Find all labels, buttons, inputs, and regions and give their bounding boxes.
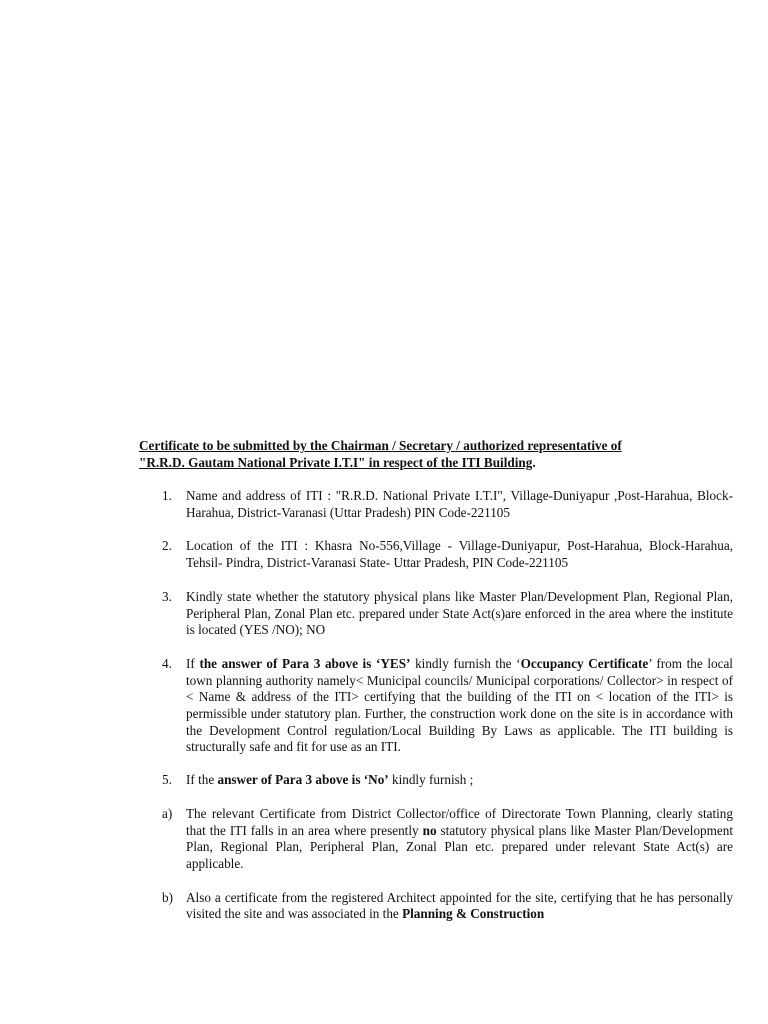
item-number: 1. [162, 488, 172, 503]
heading-line-1: Certificate to be submitted by the Chairman / Secretary / authorized representative of [139, 438, 622, 453]
certificate-heading [139, 437, 739, 471]
list-item-2 [139, 538, 733, 571]
list-item-5 [139, 772, 733, 789]
heading-line-2: "R.R.D. Gautam National Private I.T.I" in respect of the ITI Building [139, 455, 533, 470]
item-text-part: If [186, 655, 200, 671]
item-text-part: If the [186, 772, 218, 788]
item-bold-part: answer of Para 3 above is ‘No’ [217, 772, 389, 788]
item-letter: b) [162, 889, 173, 905]
item-text: Kindly state whether the statutory physical plans like Master Plan/Development Plan, Regional Plan, Peripheral Plan, Zonal Plan etc. prepared under State Act(s)are enforced in the area where the institute is located (YES /NO); NO [186, 588, 733, 638]
heading-period: . [532, 455, 536, 470]
item-bold-part: Planning & Construction [402, 906, 545, 922]
item-number: 2. [162, 538, 172, 554]
list-item-1 [139, 488, 733, 521]
item-text-part: The relevant Certificate from District Collector/office of Directorate Town Planning, clearly stating that the ITI falls in an area where presently [186, 805, 733, 838]
list-item-b [139, 890, 733, 923]
item-text-part: ’ from the local town planning authority namely< Municipal councils/ Municipal corporations/ Collector> in respect of < Name & address of the ITI> certifying that the building of the ITI on < location of the ITI> is permissible under statutory plan. Further, the construction work done on the site is in accordance with the Development Control regulation/Local Building By Laws as applicable. The ITI building is structurally safe and fit for use as an ITI. [186, 655, 733, 755]
item-letter: a) [162, 805, 173, 821]
list-item-4 [139, 656, 733, 756]
item-text-part: kindly furnish ; [388, 772, 474, 788]
item-number: 3. [162, 588, 172, 604]
item-text-part: Also a certificate from the registered Architect appointed for the site, certifying that he has personally visited the site and was associated in the [186, 889, 733, 922]
list-item-a [139, 806, 733, 873]
item-text: Name and address of ITI : "R.R.D. National Private I.T.I", Village-Duniyapur ,Post-Harahua, Block-Harahua, District-Varanasi (Uttar Pradesh) PIN Code-221105 [186, 488, 733, 520]
list-item-3 [139, 589, 733, 639]
requirements-list [139, 488, 733, 940]
item-text-part: statutory physical plans like Master Plan/Development Plan, Regional Plan, Peripheral Plan, Zonal Plan etc. prepared under relevant State Act(s) are applicable. [186, 822, 734, 871]
item-number: 4. [162, 655, 172, 671]
item-bold-part: no [422, 822, 437, 838]
item-number: 5. [162, 772, 172, 788]
item-text: Location of the ITI : Khasra No-556,Village - Village-Duniyapur, Post-Harahua, Block-Harahua, Tehsil- Pindra, District-Varanasi State- Uttar Pradesh, PIN Code-221105 [186, 538, 733, 571]
item-text-part: kindly furnish the ‘ [410, 655, 521, 671]
item-bold-part: the answer of Para 3 above is ‘YES’ [199, 655, 411, 671]
item-bold-part: Occupancy Certificate [520, 655, 649, 671]
